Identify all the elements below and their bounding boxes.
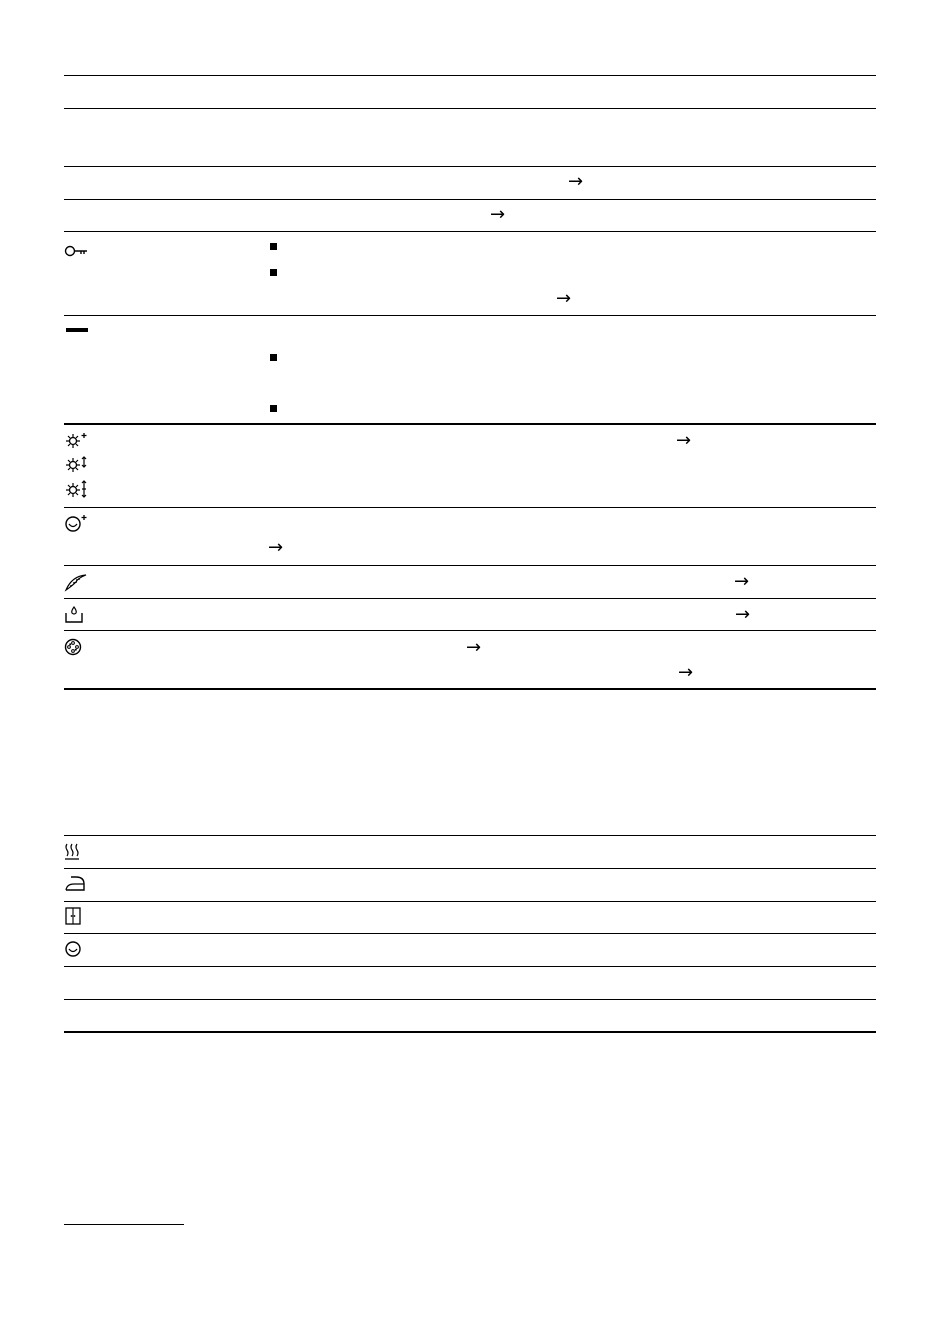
table-rule: [64, 75, 876, 76]
list-bullet: [270, 269, 277, 276]
arrow-icon: →: [268, 537, 284, 558]
cupboard-icon: [64, 906, 88, 926]
table-rule: [64, 315, 876, 316]
water-drop-tub-icon: [64, 604, 88, 624]
list-bullet: [270, 405, 277, 412]
arrow-icon: →: [676, 430, 692, 451]
table-rule: [64, 999, 876, 1000]
minus-bar-icon: [66, 328, 88, 332]
table-rule: [64, 565, 876, 566]
table-rule: [64, 901, 876, 902]
arrow-icon: →: [466, 637, 482, 658]
arrow-icon: →: [556, 288, 572, 309]
table-rule: [64, 868, 876, 869]
key-icon: [64, 241, 88, 261]
arrow-icon: →: [678, 662, 694, 683]
smile-plus-icon: [64, 513, 88, 533]
arrow-icon: →: [735, 604, 751, 625]
table-rule: [64, 166, 876, 167]
table-rule: [64, 966, 876, 967]
table-rule: [64, 108, 876, 109]
sun-plus-icon: [64, 431, 88, 451]
arrow-icon: →: [568, 171, 584, 192]
table-rule: [64, 688, 876, 690]
table-rule: [64, 231, 876, 232]
table-rule: [64, 423, 876, 425]
smile-icon: [64, 939, 88, 959]
footnote-separator: [64, 1224, 184, 1225]
feather-icon: [64, 572, 88, 592]
drum-dots-icon: [64, 637, 88, 657]
table-rule: [64, 199, 876, 200]
arrow-icon: →: [490, 204, 506, 225]
table-rule: [64, 598, 876, 599]
list-bullet: [270, 354, 277, 361]
table-rule: [64, 933, 876, 934]
table-rule: [64, 835, 876, 836]
table-rule: [64, 1031, 876, 1033]
sun-arrows-icon: [64, 455, 88, 475]
iron-icon: [64, 873, 88, 893]
arrow-icon: →: [734, 571, 750, 592]
table-rule: [64, 507, 876, 508]
sun-arrows-icon: [64, 480, 88, 500]
list-bullet: [270, 243, 277, 250]
table-rule: [64, 630, 876, 631]
steam-icon: [64, 841, 88, 861]
